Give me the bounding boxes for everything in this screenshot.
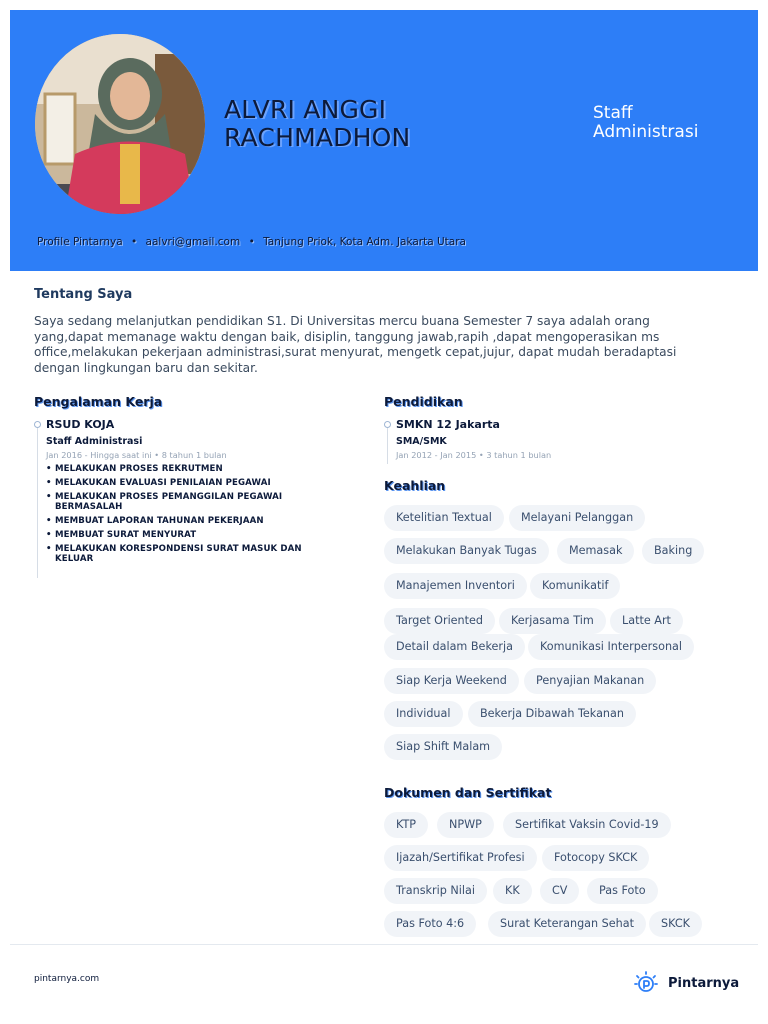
contact-separator: • — [248, 236, 255, 248]
skill-chip: Penyajian Makanan — [524, 668, 656, 694]
document-chip: Ijazah/Sertifikat Profesi — [384, 845, 537, 871]
skill-chip: Melayani Pelanggan — [509, 505, 645, 531]
skill-chip: Memasak — [557, 538, 634, 564]
skill-chip: Kerjasama Tim — [499, 608, 606, 634]
document-chip: Transkrip Nilai — [384, 878, 487, 904]
education-duration: Jan 2012 - Jan 2015 • 3 tahun 1 bulan — [396, 450, 552, 460]
footer-divider — [10, 944, 758, 945]
skill-chip: Komunikasi Interpersonal — [528, 634, 694, 660]
skill-chip: Detail dalam Bekerja — [384, 634, 525, 660]
document-chip: CV — [540, 878, 579, 904]
document-chip: KTP — [384, 812, 428, 838]
pintarnya-logo-icon — [632, 969, 660, 997]
candidate-name-line2: RACHMADHON — [224, 123, 411, 152]
experience-title: Pengalaman Kerja — [34, 394, 163, 409]
education-level: SMA/SMK — [396, 436, 447, 447]
candidate-role-line1: Staff — [593, 103, 633, 123]
timeline-line — [387, 428, 388, 464]
document-chip: Pas Foto — [587, 878, 658, 904]
skill-chip: Siap Kerja Weekend — [384, 668, 519, 694]
candidate-name-line1: ALVRI ANGGI — [224, 95, 387, 124]
documents-title: Dokumen dan Sertifikat — [384, 785, 552, 800]
experience-duration: Jan 2016 - Hingga saat ini • 8 tahun 1 bulan — [46, 450, 227, 460]
document-chip: Sertifikat Vaksin Covid-19 — [503, 812, 671, 838]
skill-chip: Latte Art — [610, 608, 683, 634]
timeline-line — [37, 428, 38, 578]
skill-chip: Melakukan Banyak Tugas — [384, 538, 549, 564]
email-link[interactable]: aalvri@gmail.com — [145, 236, 241, 248]
candidate-role — [593, 104, 743, 142]
timeline-dot-icon — [34, 421, 41, 428]
document-chip: Surat Keterangan Sehat — [488, 911, 646, 937]
document-chip: Fotocopy SKCK — [542, 845, 649, 871]
about-title: Tentang Saya — [34, 287, 133, 302]
document-chip: SKCK — [649, 911, 702, 937]
duty-item: • MELAKUKAN PROSES PEMANGGILAN PEGAWAI BERMASALAH — [46, 492, 306, 512]
document-chip: NPWP — [437, 812, 494, 838]
candidate-name — [224, 96, 524, 152]
timeline-dot-icon — [384, 421, 391, 428]
contact-row — [37, 236, 737, 248]
brand-name: Pintarnya — [668, 975, 740, 991]
candidate-role-line2: Administrasi — [593, 122, 699, 142]
brand-logo — [632, 970, 739, 996]
duty-item: • MEMBUAT LAPORAN TAHUNAN PEKERJAAN — [46, 516, 306, 526]
profile-link[interactable]: Profile Pintarnya — [37, 236, 123, 248]
experience-duties — [46, 464, 306, 568]
document-chip: Pas Foto 4:6 — [384, 911, 476, 937]
skill-chip: Individual — [384, 701, 463, 727]
education-title: Pendidikan — [384, 394, 463, 409]
skill-chip: Siap Shift Malam — [384, 734, 502, 760]
experience-position: Staff Administrasi — [46, 436, 143, 447]
contact-separator: • — [131, 236, 138, 248]
education-school: SMKN 12 Jakarta — [396, 418, 500, 431]
skill-chip: Baking — [642, 538, 704, 564]
footer-url[interactable]: pintarnya.com — [34, 974, 100, 984]
duty-item: • MELAKUKAN PROSES REKRUTMEN — [46, 464, 306, 474]
skill-chip: Komunikatif — [530, 573, 620, 599]
duty-item: • MELAKUKAN EVALUASI PENILAIAN PEGAWAI — [46, 478, 306, 488]
skill-chip: Manajemen Inventori — [384, 573, 527, 599]
skill-chip: Ketelitian Textual — [384, 505, 504, 531]
about-text: Saya sedang melanjutkan pendidikan S1. Di Universitas mercu buana Semester 7 saya adalah orang yang,dapat memanage waktu dengan baik, disiplin, tanggung jawab,rapih ,dapat mengoperasikan ms office,melakukan pekerjaan administrasi,surat menyurat, mengetk cepat,jujur, dapat mudah beradaptasi dengan lingkungan baru dan sekitar. — [34, 314, 677, 375]
profile-photo — [35, 34, 205, 214]
skill-chip: Bekerja Dibawah Tekanan — [468, 701, 636, 727]
profile-photo-illustration — [35, 34, 205, 214]
location-text: Tanjung Priok, Kota Adm. Jakarta Utara — [263, 236, 466, 248]
duty-item: • MELAKUKAN KORESPONDENSI SURAT MASUK DAN KELUAR — [46, 544, 306, 564]
skills-title: Keahlian — [384, 478, 446, 493]
duty-item: • MEMBUAT SURAT MENYURAT — [46, 530, 306, 540]
document-chip: KK — [493, 878, 532, 904]
skill-chip: Target Oriented — [384, 608, 495, 634]
profile-header — [10, 10, 758, 271]
experience-organization: RSUD KOJA — [46, 418, 115, 431]
